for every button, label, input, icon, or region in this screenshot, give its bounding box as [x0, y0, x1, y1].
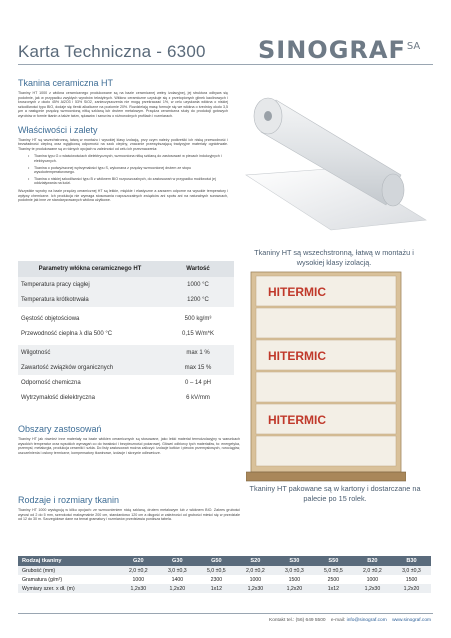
table-cell: 5,0 ±0,5 — [197, 566, 236, 575]
section-body-wlasciwosci: Tkaniny HT są wszechstronną, łatwą w montażu i wysokiej klasy izolacją, przy czym należy podkreślić ich niską przewodność i bezwładność cieplną oraz wyjątkową odporność na szok cieplny, znacznie przewyższającą tradycyjne materiały ogniotrwałe. Tkaniny te produkowane są w różnych opcjach w zależności od celu ich przeznaczenia: — [18, 137, 228, 151]
footer-divider — [18, 613, 433, 614]
table-cell: 3,0 ±0,3 — [392, 566, 431, 575]
table-cell: 1,2x20 — [392, 584, 431, 593]
table-cell: 1,2x30 — [119, 584, 158, 593]
pallet-image — [246, 268, 406, 483]
footer-website-link[interactable]: www.sinograf.com — [392, 618, 431, 623]
table-cell: 1000 °C — [162, 277, 234, 292]
table-cell: 1000 — [249, 576, 262, 583]
table-cell: 0 – 14 pH — [184, 379, 212, 386]
table-cell: 1,2x20 — [275, 584, 314, 593]
box-brand-label: HITERMIC — [268, 349, 326, 363]
box-brand-label: HITERMIC — [268, 413, 326, 427]
table-cell: 1000 — [132, 576, 145, 583]
section-zastosowania — [18, 418, 240, 455]
fabric-sizes-table — [18, 556, 431, 593]
table-header-cell: B20 — [353, 556, 392, 566]
table-cell: 5,0 ±0,5 — [314, 566, 353, 575]
table-cell: 6 kV/mm — [186, 394, 210, 401]
footer-email-link[interactable]: info@sinograf.com — [346, 618, 387, 623]
footer-email-label: e-mail: — [330, 618, 346, 623]
table-cell: 3,0 ±0,3 — [158, 566, 197, 575]
table-row — [18, 575, 431, 584]
table-cell: 2300 — [210, 576, 223, 583]
table-row — [18, 390, 234, 405]
table-cell: 1400 — [171, 576, 184, 583]
box-brand-label: HITERMIC — [268, 285, 326, 299]
footer — [269, 618, 431, 623]
table-cell: Wymiary szer. x dł. (m) — [18, 584, 119, 593]
table-cell: Wilgotność — [18, 345, 162, 360]
table-row — [18, 584, 431, 593]
section-heading-zastosowania: Obszary zastosowań — [18, 424, 102, 434]
table-cell: 1,2x20 — [158, 584, 197, 593]
table-cell: Grubość (mm) — [18, 566, 119, 575]
table-row — [18, 566, 431, 575]
table-row — [18, 326, 234, 341]
left-column — [18, 72, 228, 203]
table-cell: 1200 °C — [162, 292, 234, 307]
section-body-wlasciwosci-2: Wszystkie wyroby na bazie przędzy ceramicznej HT są lekkie, miękkie i elastyczne a zarazem odporne na wysokie temperatury i wpływy chemiczne. Ich produkcja nie wymaga stosowania rozpuszczalnych związków ani spoiw ani na naturalnych surowcach, podobnie jak inne ze standaryzowanych włókna użytkowe. — [18, 188, 228, 203]
table-cell: 1,2x30 — [236, 584, 275, 593]
table-row — [18, 292, 234, 307]
table-cell: 1500 — [405, 576, 418, 583]
table-cell: max 1 % — [162, 345, 234, 360]
table-header-cell: S20 — [236, 556, 275, 566]
table-row — [18, 375, 234, 390]
table-header-row — [18, 556, 431, 566]
table-cell: Zawartość związków organicznych — [18, 360, 162, 375]
table-cell: 1500 — [288, 576, 301, 583]
table-header-cell: S50 — [314, 556, 353, 566]
table-cell: 1,2x30 — [353, 584, 392, 593]
table-row — [18, 345, 234, 360]
roll-caption: Tkaniny HT są wszechstronną, łatwą w montażu i wysokiej klasy izolacją. — [254, 248, 414, 267]
table-cell: 500 kg/m³ — [184, 315, 212, 322]
list-item: • Tkanina o podwyższonej wytrzymałości typu S, wykonana z przędzy wzmocnionej drutem ze stopu wysokotemperaturowego. — [28, 166, 228, 175]
section-heading-rodzaje: Rodzaje i rozmiary tkanin — [18, 495, 120, 505]
table-header-cell: G30 — [158, 556, 197, 566]
table-row — [18, 277, 234, 292]
table-cell: Odporność chemiczna — [21, 379, 81, 386]
section-heading-wlasciwosci: Właściwości i zalety — [18, 124, 98, 135]
header-divider — [18, 64, 433, 65]
page-title: Karta Techniczna - 6300 — [18, 42, 206, 61]
table-cell: 2500 — [327, 576, 340, 583]
footer-contact: Kontakt tel.: (56) 649 5500 — [269, 618, 326, 623]
properties-table — [18, 261, 234, 405]
table-header-cell: Rodzaj tkaniny — [18, 556, 119, 566]
section-rodzaje — [18, 489, 240, 522]
table-cell: Gęstość objętościowa — [21, 315, 80, 322]
table-header-cell: Parametry włókna ceramicznego HT — [18, 261, 162, 277]
table-cell: 1000 — [366, 576, 379, 583]
table-cell: Wytrzymałość dielektryczna — [21, 394, 95, 401]
table-header-cell: S30 — [275, 556, 314, 566]
table-cell: 2,0 ±0,2 — [236, 566, 275, 575]
list-item: • Tkanina typu G o właściwościach dielektrycznych, wzmocniona nitką szklaną do zastosowań w piecach indukcyjnych i elektrycznych. — [28, 154, 228, 163]
table-row — [18, 311, 234, 326]
table-cell: 2,0 ±0,2 — [119, 566, 158, 575]
table-header-cell: G50 — [197, 556, 236, 566]
section-heading-tkanina: Tkanina ceramiczna HT — [18, 78, 114, 88]
section-body-zastosowania: Tkaniny HT jak również inne materiały na bazie włókien ceramicznych są stosowane, jako lekki materiał termoizolacyjny w warunkach wysokich temperatur oraz wysokich wymagań co do trwałości i bezpieczności pożarowej. Główni odbiorcy tych materiałów, to: energetyka, przemysł, metalurgia, produkcja ceramiki i szkła. Do listy zastosowań można zaliczyć: izolacje kotłów i pieców przemysłowych, rurociągów, uszczelnienia i osłony termiczne, kompensatory tkaninowe, izolacje i skrzynie odlewnicze. — [18, 437, 240, 455]
table-header-cell: B30 — [392, 556, 431, 566]
table-cell: 2,0 ±0,2 — [353, 566, 392, 575]
table-cell: 3,0 ±0,3 — [275, 566, 314, 575]
table-header-cell: Wartość — [162, 261, 234, 277]
table-cell: max 15 % — [162, 360, 234, 375]
table-cell: Temperatura krótkotrwała — [18, 292, 162, 307]
company-logo: $SINOGRAF^{SA}$ — [258, 36, 421, 64]
table-header-row — [18, 261, 234, 277]
table-header-cell: G20 — [119, 556, 158, 566]
table-cell: Gramatura (g/m²) — [22, 576, 63, 583]
list-item: • Tkanina o niskiej szkodliwości typu B z włóknem BIO rozpuszczalnych, do zastosowań w przypadku możliwości jej oddziaływania na ludzi. — [28, 177, 228, 186]
table-cell: Przewodność cieplna λ dla 500 °C — [21, 330, 113, 337]
section-body-tkanina: Tkaniny HT 1000 z włókna ceramicznego produkowane są na bazie ceramicznej wełny izolacyjnej, jej struktura odbywa się podobnie, jak w przypadku zwykłych wyrobów tekstylnych. Włókno ceramiczne uzyskuje się z przetopionych glinek kaolinowych i kruszonych z około 45% Al2O3 i 53% SiO2, zanieczyszczenia nie mogą przekraczać 1%, w celu uzyskania włókna o niskiej szkodliwości typu BIO, dodaje się tlenki alkaliczne na poziomie 20%. Rozdzielają masę formuje się we włókna o średnicy około 3,5 µm a następnie przędzę wzmocnioną nitką szklaną lub drutem metalowym. Przędza ceramiczna służy do produkcji gotowych wyrobów w formie tkanin a także taśm, rękawów i sznurów o różnorodnych profilach i rozmiarach. — [18, 91, 228, 118]
table-row — [18, 360, 234, 375]
table-cell: 0,15 W/m*K — [181, 330, 214, 337]
table-cell: Temperatura pracy ciągłej — [18, 277, 162, 292]
table-cell: 1x12 — [314, 584, 353, 593]
section-body-rodzaje: Tkaniny HT 1000 występują w kilku opcjach: ze wzmocnieniem nicią szklaną, drutem metalowym lub z włóknem BIO. Zakres grubości wynosi od 2 do 5 mm, szerokości maksymalnie 200 cm, standardowo 120 cm a długość w zależności od grubości mieści się w przedziale od 12 do 30 m. Szczegółowe dane na temat gramatury i rozmiarów przedstawia poniższa tabela. — [18, 508, 240, 522]
fabric-types-list — [28, 154, 228, 186]
pallet-caption: Tkaniny HT pakowane są w kartony i dostarczane na palecie po 15 rolek. — [249, 484, 421, 503]
fabric-roll-image — [236, 80, 431, 255]
table-cell: 1x12 — [197, 584, 236, 593]
